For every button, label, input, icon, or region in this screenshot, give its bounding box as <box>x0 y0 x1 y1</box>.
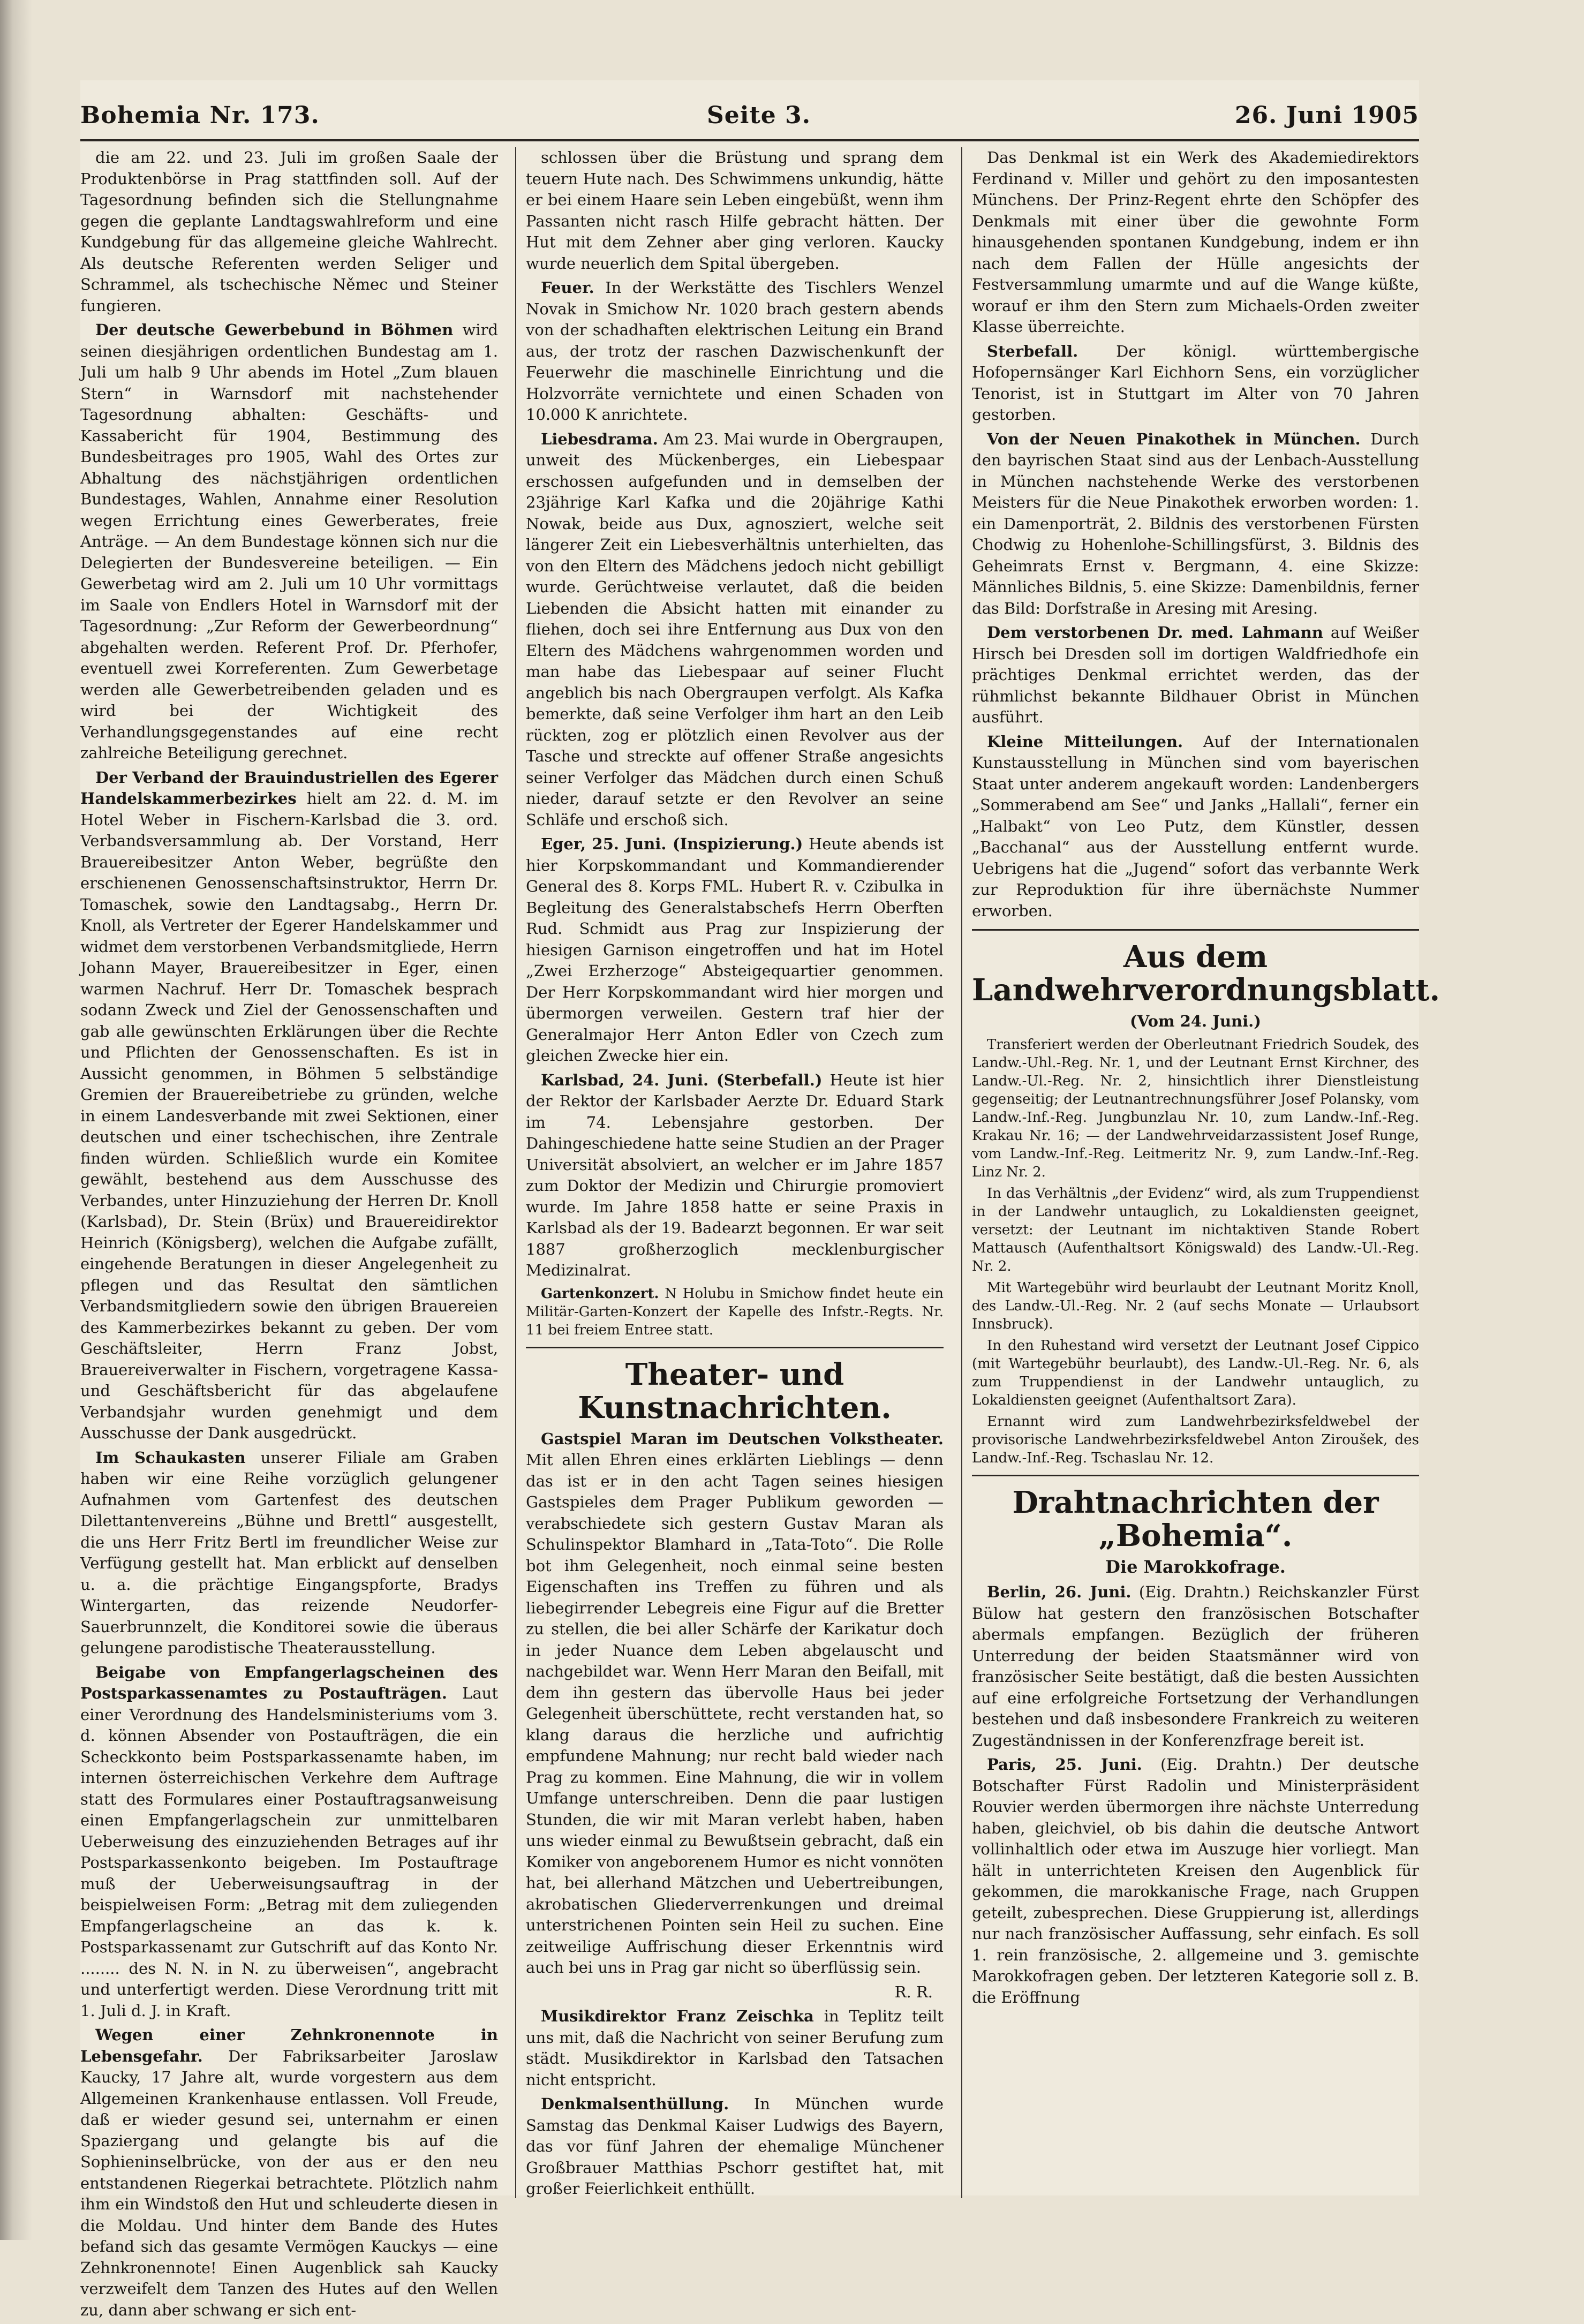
article <box>972 1582 1419 1751</box>
article <box>80 2025 498 2321</box>
author-signature: R. R. <box>894 1982 933 2001</box>
article <box>526 2094 944 2200</box>
article-dateline: Paris, 25. Juni. <box>987 1755 1142 1774</box>
masthead-page-number: Seite 3. <box>707 102 811 129</box>
column-divider <box>961 147 962 2198</box>
section-rule <box>526 1347 944 1348</box>
article-headline: Gastspiel Maran im Deutschen Volkstheater. <box>541 1429 944 1448</box>
column-2 <box>526 147 944 2203</box>
article-text: Ernannt wird zum Landwehrbezirksfeldwebel der provisorische Landwehrbezirksfeldwebel Anton Ziroušek, des Landw.-Inf.-Reg. Tschaslau Nr. 12. <box>972 1413 1419 1466</box>
article <box>526 834 944 1067</box>
article-headline: Von der Neuen Pinakothek in München. <box>987 429 1361 448</box>
article-headline: Musikdirektor Franz Zeischka <box>541 2007 814 2025</box>
section-rule <box>972 1475 1419 1476</box>
section-date: (Vom 24. Juni.) <box>1130 1012 1261 1030</box>
article-headline: Beigabe von Empfangerlagscheinen des Postsparkassenamtes zu Postaufträgen. <box>80 1663 498 1702</box>
article-text: auf Weißer Hirsch bei Dresden soll im dortigen Waldfriedhofe ein prächtiges Denkmal errichtet werden, das der rühmlichst bekannte Bildhauer Obrist in München ausführt. <box>972 623 1419 726</box>
article <box>972 622 1419 728</box>
masthead-paper-issue: Bohemia Nr. 173. <box>80 102 320 129</box>
article <box>80 1447 498 1659</box>
masthead <box>80 102 1419 145</box>
article-text: (Eig. Drahtn.) Reichskanzler Fürst Bülow hat gestern den französischen Botschafter abermals empfangen. Bezüglich der früheren Unterredung der beiden Staatsmänner wird von französischer Seite bestätigt, daß die besten Aussichten auf eine erfolgreiche Fortsetzung der Verhandlungen bestehen und daß insbesondere Frankreich zu weiteren Zugeständnissen in der Konferenzfrage bereit ist. <box>972 1583 1420 1749</box>
article-text: hielt am 22. d. M. im Hotel Weber in Fischern-Karlsbad die 3. ord. Verbandsversammlung ab. Der Vorstand, Herr Brauereibesitzer Anton Weber, begrüßte den erschienenen Genossenschaftsinstruktor, Herrn Dr. Tomaschek, sowie den Landtagsabg., Herrn Dr. Knoll, als Vertreter der Egerer Handelskammer und widmet dem verstorbenen Verbandsmitgliede, Herrn Johann Mayer, Brauereibesitzer in Eger, einen warmen Nachruf. Herr Dr. Tomaschek besprach sodann Zweck und Ziel der Genossenschaften und gab alle gewünschten Erklärungen über die Rechte und Pflichten der Genossenschaften. Es ist in Aussicht genommen, in Böhmen 5 selbständige Gremien der Brauereibetriebe zu gründen, welche in einem Landesverbande mit zwei Sektionen, einer deutschen und einer tschechischen, ihre Zentrale finden würden. Schließlich wurde ein Komitee gewählt, bestehend aus dem Ausschusse des Verbandes, unter Hinzuziehung der Herren Dr. Knoll (Karlsbad), Dr. Stein (Brüx) und Brauereidirektor Heinrich (Königsberg), welchen die Aufgabe zufällt, eingehende Beratungen in dieser Angelegenheit zu pflegen und das Resultat den sämtlichen Verbandsmitgliedern sowie den übrigen Brauereien des Kammerbezirkes bekannt zu geben. Der vom Geschäftsleiter, Herrn Franz Jobst, Brauereiverwalter in Fischern, vorgetragene Kassa- und Geschäftsbericht für das abgelaufene Verbandsjahr wurden genehmigt und dem Ausschusse der Dank ausgedrückt. <box>80 789 498 1442</box>
article-text: Das Denkmal ist ein Werk des Akademiedirektors Ferdinand v. Miller und gehört zu den imposantesten Münchens. Der Prinz-Regent ehrte den Schöpfer des Denkmals mit einer über die gewohnte Form hinausgehenden spontanen Kundgebung, indem er ihn nach dem Fallen der Hülle angesichts der Festversammlung umarmte und auf die Wange küßte, worauf er ihm den Stern zum Michaels-Orden zweiter Klasse überreichte. <box>972 148 1419 336</box>
section-heading: Theater- und Kunstnachrichten. <box>578 1356 892 1425</box>
article-headline: Liebesdrama. <box>541 429 658 448</box>
section-rule <box>972 929 1419 931</box>
article-text: Heute ist hier der Rektor der Karlsbader Aerzte Dr. Eduard Stark im 74. Lebensjahre gestorben. Der Dahingeschiedene hatte seine Studien an der Prager Universität absolviert, an welcher er im Jahre 1857 zum Doktor der Medizin und Chirurgie promoviert wurde. Im Jahre 1858 hatte er seine Praxis in Karlsbad als der 19. Badearzt begonnen. Er war seit 1887 großherzoglich mecklenburgischer Medizinalrat. <box>526 1070 944 1279</box>
article-headline: Der Verband der Brauindustriellen des Egerer Handelskammerbezirkes <box>80 768 498 808</box>
article-headline: Denkmalsenthüllung. <box>541 2095 729 2113</box>
article-text: Mit allen Ehren eines erklärten Lieblings — denn das ist er in den acht Tagen seines hiesigen Gastspieles dem Prager Publikum geworden — verabschiedete sich gestern Gustav Maran als Schulinspektor Blamhard in „Tata-Toto“. Die Rolle bot ihm Gelegenheit, noch einmal seine besten Eigenschaften ins Treffen zu führen und als liebegirrender Lebegreis eine Figur auf die Bretter zu stellen, die bei aller Schärfe der Karikatur doch in jeder Nuance dem Leben abgelauscht und nachgebildet war. Wenn Herr Maran den Beifall, mit dem ihn gestern das übervolle Haus bei jeder Gelegenheit überschüttete, recht verstanden hat, so klang daraus die herzliche und aufrichtig empfundene Mahnung; nur recht bald wieder nach Prag zu kommen. Eine Mahnung, die wir in vollem Umfange unterschreiben. Denn die paar lustigen Stunden, die wir mit Maran verlebt haben, haben uns wieder einmal zu Bewußtsein gebracht, daß ein Komiker von angeborenem Humor es nicht vonnöten hat, bei allerhand Mätzchen und Uebertreibungen, akrobatischen Gliederverrenkungen und dreimal unterstrichenen Pointen sein Heil zu suchen. Eine zeitweilige Auffrischung dieser Erkenntnis wird auch bei uns in Prag gar nicht so überflüssig sein. <box>526 1451 944 1976</box>
article-text: In München wurde Samstag das Denkmal Kaiser Ludwigs des Bayern, das vor fünf Jahren der ehemalige Münchener Großbrauer Matthias Pschorr gestiftet hat, mit großer Feierlichkeit enthüllt. <box>526 2095 944 2198</box>
article <box>972 429 1419 620</box>
article-headline: Gartenkonzert. <box>541 1285 659 1302</box>
article-headline: Kleine Mitteilungen. <box>987 732 1183 751</box>
article-text: in Teplitz teilt uns mit, daß die Nachricht von seiner Berufung zum städt. Musikdirektor in Karlsbad den Tatsachen nicht entspricht. <box>526 2007 944 2089</box>
article <box>972 1754 1419 2008</box>
masthead-date: 26. Juni 1905 <box>1234 102 1419 129</box>
column-3 <box>972 147 1440 2011</box>
article <box>80 320 498 764</box>
article-text: (Eig. Drahtn.) Der deutsche Botschafter Fürst Radolin und Ministerpräsident Rouvier werden übermorgen ihre nächste Unterredung haben, gleichviel, ob bis dahin die deutsche Antwort vollinhaltlich oder etwa im Auszuge hier vorliegt. Man hält in unterrichteten Kreisen den Augenblick für gekommen, die marokkanische Frage, nach Gruppen geteilt, zubesprechen. Diese Gruppierung ist, allerdings nur nach französischer Auffassung, sehr einfach. Es soll 1. rein französische, 2. allgemeine und 3. gemischte Marokkofragen geben. Der letzteren Kategorie soll z. B. die Eröffnung <box>972 1755 1419 2006</box>
article-text: Mit Wartegebühr wird beurlaubt der Leutnant Moritz Knoll, des Landw.-Ul.-Reg. Nr. 2 (auf sechs Monate — Urlaubsort Innsbruck). <box>972 1279 1419 1332</box>
article-text: Auf der Internationalen Kunstausstellung in München sind vom bayerischen Staat unter anderem angekauft worden: Landenbergers „Sommerabend am See“ und Janks „Hallali“, ferner ein „Halbakt“ von Leo Putz, dem Künstler, dessen „Bacchanal“ aus der Ausstellung entfernt wurde. Uebrigens hat die „Jugend“ sofort das verbannte Werk zur Reproduktion für ihre übernächste Nummer erworben. <box>972 732 1420 920</box>
section-heading: Aus dem Landwehrverordnungsblatt. <box>972 939 1440 1008</box>
article-text: Heute abends ist hier Korpskommandant und Kommandierender General des 8. Korps FML. Hubert R. v. Czibulka in Begleitung des Generalstabschefs Herrn Oberften Rud. Schmidt aus Prag zur Inspizierung der hiesigen Garnison eingetroffen und hat im Hotel „Zwei Erzherzoge“ Absteigequartier genommen. Der Herr Korpskommandant wird hier morgen und übermorgen verweilen. Gestern traf hier der Generalmajor Herr Anton Edler von Czech zum gleichen Zwecke hier ein. <box>526 835 944 1065</box>
article-headline: Karlsbad, 24. Juni. (Sterbefall.) <box>541 1070 823 1089</box>
article <box>972 341 1419 426</box>
article-headline: Dem verstorbenen Dr. med. Lahmann <box>987 623 1323 642</box>
article-headline: Im Schaukasten <box>95 1448 246 1467</box>
article-text: Laut einer Verordnung des Handelsministeriums vom 3. d. können Absender von Postaufträgen, die ein Scheckkonto beim Postsparkassenamte haben, im internen österreichischen Verkehre dem Auftrage statt des Formulares einer Postauftragsanweisung einen Empfangerlagschein zur unmittelbaren Ueberweisung des einzuziehenden Betrages auf ihr Postsparkassenkonto beigeben. Im Postauftrage muß der Ueberweisungsauftrag in der beispielweisen Form: „Betrag mit dem zuliegenden Empfangerlagscheine an das k. k. Postsparkassenamt zur Gutschrift auf das Konto Nr. ........ des N. N. in N. zu überweisen“, angebracht und unterfertigt werden. Diese Verordnung tritt mit 1. Juli d. J. in Kraft. <box>80 1684 498 2020</box>
article <box>526 1285 944 1339</box>
article <box>972 731 1419 922</box>
article-text: Der königl. württembergische Hofopernsänger Karl Eichhorn Sens, ein vorzüglicher Tenorist, ist in Stuttgart im Alter von 70 Jahren gestorben. <box>972 342 1419 424</box>
article-headline: Sterbefall. <box>987 342 1078 360</box>
article <box>80 767 498 1444</box>
article-headline: Wegen einer Zehnkronennote in Lebensgefahr. <box>80 2026 498 2065</box>
article-headline: Eger, 25. Juni. (Inspizierung.) <box>541 835 803 853</box>
column-1 <box>80 147 498 2324</box>
masthead-rule <box>80 139 1419 141</box>
article <box>80 1662 498 2022</box>
article <box>526 277 944 426</box>
scan-edge <box>0 0 32 2240</box>
article <box>526 429 944 831</box>
article-text: Transferiert werden der Oberleutnant Friedrich Soudek, des Landw.-Uhl.-Reg. Nr. 1, und der Leutnant Ernst Kirchner, des Landw.-Ul.-Reg. Nr. 2, hinsichtlich ihrer Dienstleistung gegenseitig; der Leutnantrechnungsführer Josef Polansky, vom Landw.-Inf.-Reg. Jungbunzlau Nr. 10, zum Landw.-Inf.-Reg. Krakau Nr. 16; — der Landwehrveidarzassistent Josef Runge, vom Landw.-Inf.-Reg. Leitmeritz Nr. 9, zum Landw.-Inf.-Reg. Linz Nr. 2. <box>972 1036 1419 1180</box>
article-text: Am 23. Mai wurde in Obergraupen, unweit des Mückenberges, ein Liebespaar erschossen aufgefunden und in demselben der 23jährige Karl Kafka und die 20jährige Kathi Nowak, beide aus Dux, agnosziert, welche seit längerer Zeit ein Liebesverhältnis unterhielten, das von den Eltern des Mädchens jedoch nicht gebilligt wurde. Gerüchtweise verlautet, daß die beiden Liebenden die Absicht hatten mit einander zu fliehen, doch sei ihre Entfernung aus Dux von den Eltern des Mädchens wahrgenommen worden und man habe das Liebespaar auf seiner Flucht angeblich bis nach Obergraupen verfolgt. Als Kafka bemerkte, daß seine Verfolger ihm hart an den Leib rückten, zog er plötzlich einen Revolver aus der Tasche und streckte auf offener Straße angesichts seiner Verfolger das Mädchen durch einen Schuß nieder, darauf setzte er den Revolver an seine Schläfe und erschoß sich. <box>526 429 944 829</box>
section-heading: Drahtnachrichten der „Bohemia“. <box>1012 1484 1379 1553</box>
article-text: Der Fabriksarbeiter Jaroslaw Kaucky, 17 Jahre alt, wurde vorgestern aus dem Allgemeinen Krankenhause entlassen. Voll Freude, daß er wieder gesund sei, unternahm er einen Spaziergang und gelangte bis auf die Sophieninselbrücke, von der aus er den neu entstandenen Riegerkai betrachtete. Plötzlich nahm ihm ein Windstoß den Hut und schleuderte diesen in die Moldau. Und hinter dem Bande des Hutes befand sich das gesamte Vermögen Kauckys — eine Zehnkronennote! Einen Augenblick sah Kaucky verzweifelt dem Tanzen des Hutes auf den Wellen zu, dann aber schwang er sich ent- <box>80 2047 499 2319</box>
article-text: unserer Filiale am Graben haben wir eine Reihe vorzüglich gelungener Aufnahmen vom Gartenfest des deutschen Dilettantenvereins „Bühne und Brettl“ ausgestellt, die uns Herr Fritz Bertl im freundlicher Weise zur Verfügung gestellt hat. Man erblickt auf denselben u. a. die prächtige Eingangspforte, Bradys Wintergarten, das reizende Neudorfer-Sauerbrunnzelt, die Konditorei sowie die überaus gelungene parodistische Theaterausstellung. <box>80 1448 498 1657</box>
article-headline: Der deutsche Gewerbebund in Böhmen <box>95 321 454 339</box>
article-dateline: Berlin, 26. Juni. <box>987 1583 1132 1601</box>
article-headline: Feuer. <box>541 278 594 297</box>
article-text: In das Verhältnis „der Evidenz“ wird, als zum Truppendienst in der Landwehr untauglich, zu Lokaldiensten geeignet, versetzt: der Leutnant im nichtaktiven Stande Robert Mattausch (Aufenthaltsort Königswald) des Landw.-Ul.-Reg. Nr. 2. <box>972 1185 1419 1274</box>
article-text: In der Werkstätte des Tischlers Wenzel Novak in Smichow Nr. 1020 brach gestern abends von der schadhaften elektrischen Leitung ein Brand aus, der trotz der raschen Dazwischenkunft der Feuerwehr die maschinelle Einrichtung und die Holzvorräte vernichtete und einen Schaden von 10.000 K anrichtete. <box>526 278 944 424</box>
article-text: Durch den bayrischen Staat sind aus der Lenbach-Ausstellung in München nachstehende Werke des verstorbenen Meisters für die Neue Pinakothek erworben worden: 1. ein Damenporträt, 2. Bildnis des verstorbenen Fürsten Chodwig zu Hohenlohe-Schillingsfürst, 3. Bildnis des Geheimrats Ernst v. Bergmann, 4. eine Skizze: Männliches Bildnis, 5. eine Skizze: Damenbildnis, ferner das Bild: Dorfstraße in Aresing mit Aresing. <box>972 429 1420 617</box>
article <box>526 1070 944 1281</box>
article <box>526 2006 944 2091</box>
column-divider <box>515 147 516 2198</box>
article-text: In den Ruhestand wird versetzt der Leutnant Josef Cippico (mit Wartegebühr beurlaubt), des Landw.-Ul.-Reg. Nr. 6, als zum Truppendienst in der Landwehr untauglich, zu Lokaldiensten geeignet (Aufenthaltsort Zara). <box>972 1337 1419 1408</box>
article-text: wird seinen diesjährigen ordentlichen Bundestag am 1. Juli um halb 9 Uhr abends im Hotel „Zum blauen Stern“ in Warnsdorf mit nachstehender Tagesordnung abhalten: Geschäfts- und Kassabericht für 1904, Bestimmung des Bundesbeitrages pro 1905, Wahl des Ortes zur Abhaltung des nächstjährigen ordentlichen Bundestages, Wahlen, Annahme einer Resolution wegen Errichtung eines Gewerberates, freie Anträge. — An dem Bundestage können sich nur die Delegierten der Bundesvereine beteiligen. — Ein Gewerbetag wird am 2. Juli um 10 Uhr vormittags im Saale von Endlers Hotel in Warnsdorf mit der Tagesordnung: „Zur Reform der Gewerbeordnung“ abgehalten werden. Referent Prof. Dr. Pferhofer, eventuell zwei Korreferenten. Zum Gewerbetage werden alle Gewerbetreibenden geladen und es wird bei der Wichtigkeit des Verhandlungsgegenstandes auf eine recht zahlreiche Beteiligung gerechnet. <box>80 321 498 762</box>
article-text: schlossen über die Brüstung und sprang dem teuern Hute nach. Des Schwimmens unkundig, hätte er bei einem Haare sein Leben eingebüßt, wenn ihm Passanten nicht rasch Hilfe gebracht hätten. Der Hut mit dem Zehner aber ging verloren. Kaucky wurde neuerlich dem Spital übergeben. <box>526 148 944 273</box>
newspaper-page <box>80 80 1440 2319</box>
article <box>526 1429 944 1979</box>
section-subheading: Die Marokkofrage. <box>1105 1556 1286 1577</box>
article-text: N Holubu in Smichow findet heute ein Militär-Garten-Konzert der Kapelle des Infstr.-Regts. Nr. 11 bei freiem Entree statt. <box>526 1285 944 1338</box>
article-text: die am 22. und 23. Juli im großen Saale der Produktenbörse in Prag stattfinden soll. Auf der Tagesordnung befinden sich die Stellungnahme gegen die geplante Landtagswahlreform und eine Kundgebung für das allgemeine gleiche Wahlrecht. Als deutsche Referenten werden Seliger und Schrammel, als tschechische Němec und Steiner fungieren. <box>80 148 498 315</box>
